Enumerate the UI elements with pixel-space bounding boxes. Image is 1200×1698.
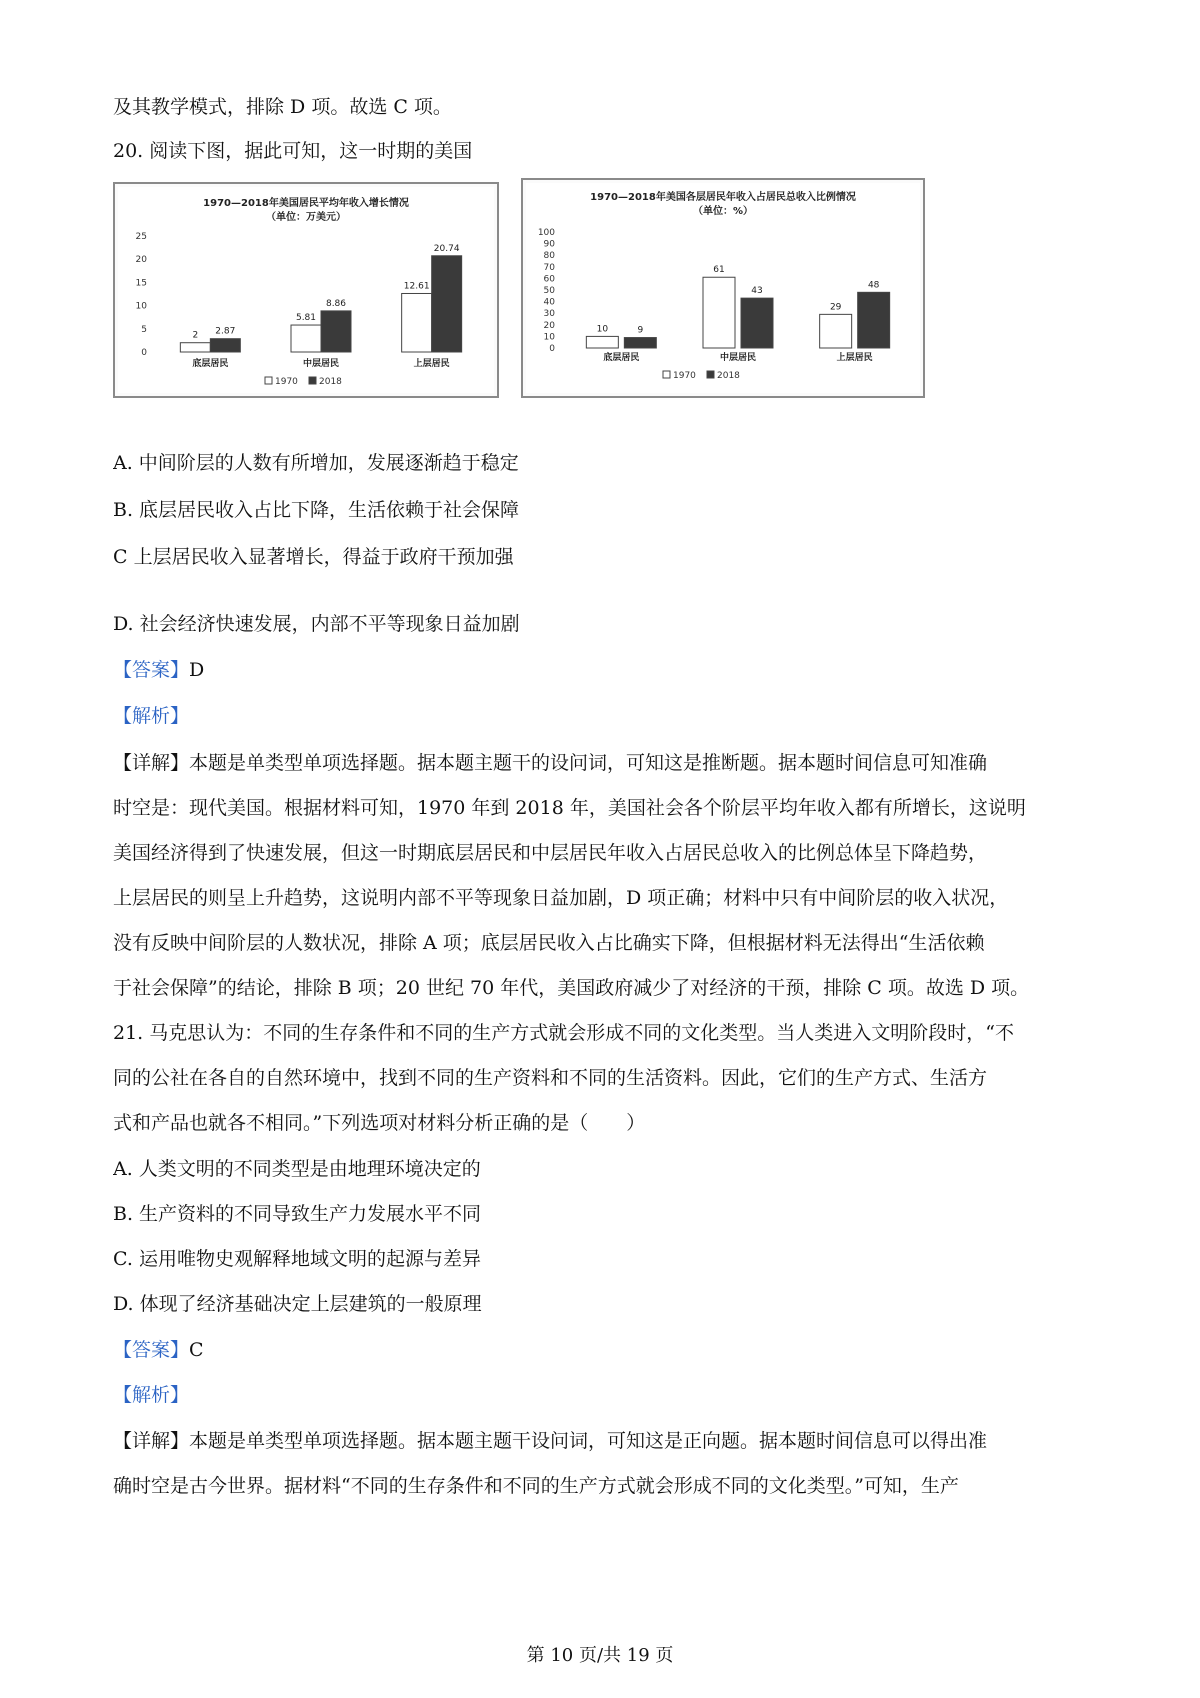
bar-1970-中层居民 — [291, 325, 321, 352]
y-tick-label: 40 — [543, 297, 555, 308]
chart-title: 1970—2018年美国居民平均年收入增长情况 — [203, 198, 409, 209]
y-tick-label: 90 — [543, 239, 555, 250]
analysis-21-line: 确时空是古今世界。据材料“不同的生存条件和不同的生产方式就会形成不同的文化类型。”可知，生产 — [113, 1475, 959, 1497]
legend-label: 1970 — [673, 371, 696, 381]
option-20-b: B. 底层居民收入占比下降，生活依赖于社会保障 — [113, 499, 520, 521]
data-label: 43 — [751, 286, 763, 297]
y-tick-label: 10 — [135, 301, 147, 312]
bar-1970-上层居民 — [402, 293, 432, 352]
y-tick-label: 30 — [543, 309, 555, 320]
answer-tag: 【答案】 — [113, 1339, 190, 1361]
analysis-20-line: 没有反映中间阶层的人数状况，排除 A 项；底层居民收入占比确实下降，但根据材料无法得出“生活依赖 — [113, 932, 985, 954]
bar-1970-上层居民 — [820, 314, 852, 348]
question-21-stem: 21. 马克思认为：不同的生存条件和不同的生产方式就会形成不同的文化类型。当人类进入文明阶段时，“不 — [113, 1022, 1014, 1044]
legend-label: 2018 — [319, 377, 342, 387]
x-category-label: 中层居民 — [719, 353, 757, 363]
analysis-tag: 【解析】 — [113, 1384, 190, 1406]
data-label: 5.81 — [295, 313, 317, 324]
x-category-label: 底层居民 — [603, 353, 640, 363]
option-21-b: B. 生产资料的不同导致生产力发展水平不同 — [113, 1203, 482, 1225]
bar-2018-上层居民 — [858, 292, 890, 348]
data-label: 9 — [637, 325, 644, 336]
data-label: 20.74 — [433, 243, 460, 254]
x-category-label: 上层居民 — [413, 359, 450, 369]
data-label: 2 — [192, 330, 199, 341]
legend-label: 2018 — [717, 371, 740, 381]
chart-subtitle: （单位：%） — [692, 206, 754, 217]
question-21-stem: 式和产品也就各不相同。”下列选项对材料分析正确的是（ ） — [113, 1112, 646, 1134]
bar-2018-中层居民 — [741, 298, 773, 348]
chart-income-growth-svg — [115, 184, 497, 396]
y-tick-label: 0 — [141, 348, 147, 358]
legend-label: 1970 — [275, 377, 298, 387]
option-20-d: D. 社会经济快速发展，内部不平等现象日益加剧 — [113, 613, 520, 635]
legend-swatch-2018 — [309, 377, 316, 384]
chart-subtitle: （单位：万美元） — [266, 212, 346, 223]
analysis-21-line: 【详解】本题是单类型单项选择题。据本题主题干设问词，可知这是正向题。据本题时间信息可以得出准 — [113, 1430, 988, 1452]
question-20-stem: 20. 阅读下图，据此可知，这一时期的美国 — [113, 140, 473, 162]
page-footer: 第 10 页/共 19 页 — [526, 1645, 674, 1666]
bar-2018-底层居民 — [624, 338, 656, 348]
analysis-20-line: 美国经济得到了快速发展，但这一时期底层居民和中层居民年收入占居民总收入的比例总体呈下降趋势， — [113, 842, 988, 864]
analysis-20-line: 上层居民的则呈上升趋势，这说明内部不平等现象日益加剧，D 项正确；材料中只有中间阶层的收入状况， — [113, 887, 1009, 909]
data-label: 48 — [867, 280, 880, 291]
option-20-a: A. 中间阶层的人数有所增加，发展逐渐趋于稳定 — [113, 452, 519, 474]
bar-1970-底层居民 — [180, 343, 210, 352]
y-tick-label: 10 — [543, 332, 555, 343]
y-tick-label: 20 — [135, 255, 147, 266]
analysis-20-line: 【详解】本题是单类型单项选择题。据本题主题干的设问词，可知这是推断题。据本题时间信息可知准确 — [113, 752, 988, 774]
bar-1970-底层居民 — [586, 336, 618, 348]
text-line: 及其教学模式，排除 D 项。故选 C 项。 — [113, 96, 452, 118]
chart-income-share — [521, 178, 925, 398]
bar-2018-上层居民 — [432, 256, 462, 352]
y-tick-label: 5 — [141, 324, 147, 335]
chart-income-growth — [113, 182, 499, 398]
data-label: 2.87 — [215, 326, 236, 337]
x-category-label: 上层居民 — [836, 353, 873, 363]
answer-tag: 【答案】 — [113, 659, 190, 681]
bar-1970-中层居民 — [703, 277, 735, 348]
legend-swatch-1970 — [663, 371, 670, 378]
option-21-c: C. 运用唯物史观解释地域文明的起源与差异 — [113, 1248, 481, 1270]
chart-title: 1970—2018年美国各层居民年收入占居民总收入比例情况 — [590, 192, 856, 203]
bar-2018-底层居民 — [210, 339, 240, 352]
x-category-label: 底层居民 — [192, 359, 229, 369]
y-tick-label: 80 — [543, 251, 555, 262]
y-tick-label: 60 — [543, 274, 555, 285]
y-tick-label: 100 — [537, 228, 555, 238]
option-20-c: C 上层居民收入显著增长，得益于政府干预加强 — [113, 546, 514, 568]
analysis-tag: 【解析】 — [113, 705, 190, 727]
y-tick-label: 50 — [543, 286, 555, 296]
analysis-21-heading — [113, 1380, 1103, 1410]
data-label: 61 — [713, 265, 725, 276]
data-label: 8.86 — [325, 298, 347, 309]
option-21-d: D. 体现了经济基础决定上层建筑的一般原理 — [113, 1293, 482, 1315]
y-tick-label: 70 — [543, 262, 555, 273]
analysis-20-line: 于社会保障”的结论，排除 B 项；20 世纪 70 年代，美国政府减少了对经济的干预，排除 C 项。故选 D 项。 — [113, 977, 1030, 999]
data-label: 10 — [596, 324, 609, 335]
bar-2018-中层居民 — [321, 311, 351, 352]
answer-21: 【答案】C — [113, 1339, 204, 1361]
analysis-20-heading — [113, 701, 1103, 731]
y-tick-label: 15 — [135, 278, 147, 289]
data-label: 12.61 — [403, 281, 430, 292]
y-tick-label: 0 — [549, 344, 555, 354]
answer-20: 【答案】D — [113, 659, 205, 681]
y-tick-label: 25 — [135, 232, 147, 242]
question-21-stem: 同的公社在各自的自然环境中，找到不同的生产资料和不同的生活资料。因此，它们的生产方式、生活方 — [113, 1067, 988, 1089]
legend-swatch-2018 — [707, 371, 714, 378]
x-category-label: 中层居民 — [302, 359, 340, 369]
data-label: 29 — [829, 302, 842, 313]
y-tick-label: 20 — [543, 320, 555, 331]
chart-income-share-svg — [523, 180, 923, 396]
legend-swatch-1970 — [265, 377, 272, 384]
option-21-a: A. 人类文明的不同类型是由地理环境决定的 — [113, 1158, 481, 1180]
analysis-20-line: 时空是：现代美国。根据材料可知，1970 年到 2018 年，美国社会各个阶层平均年收入都有所增长，这说明 — [113, 797, 1026, 819]
